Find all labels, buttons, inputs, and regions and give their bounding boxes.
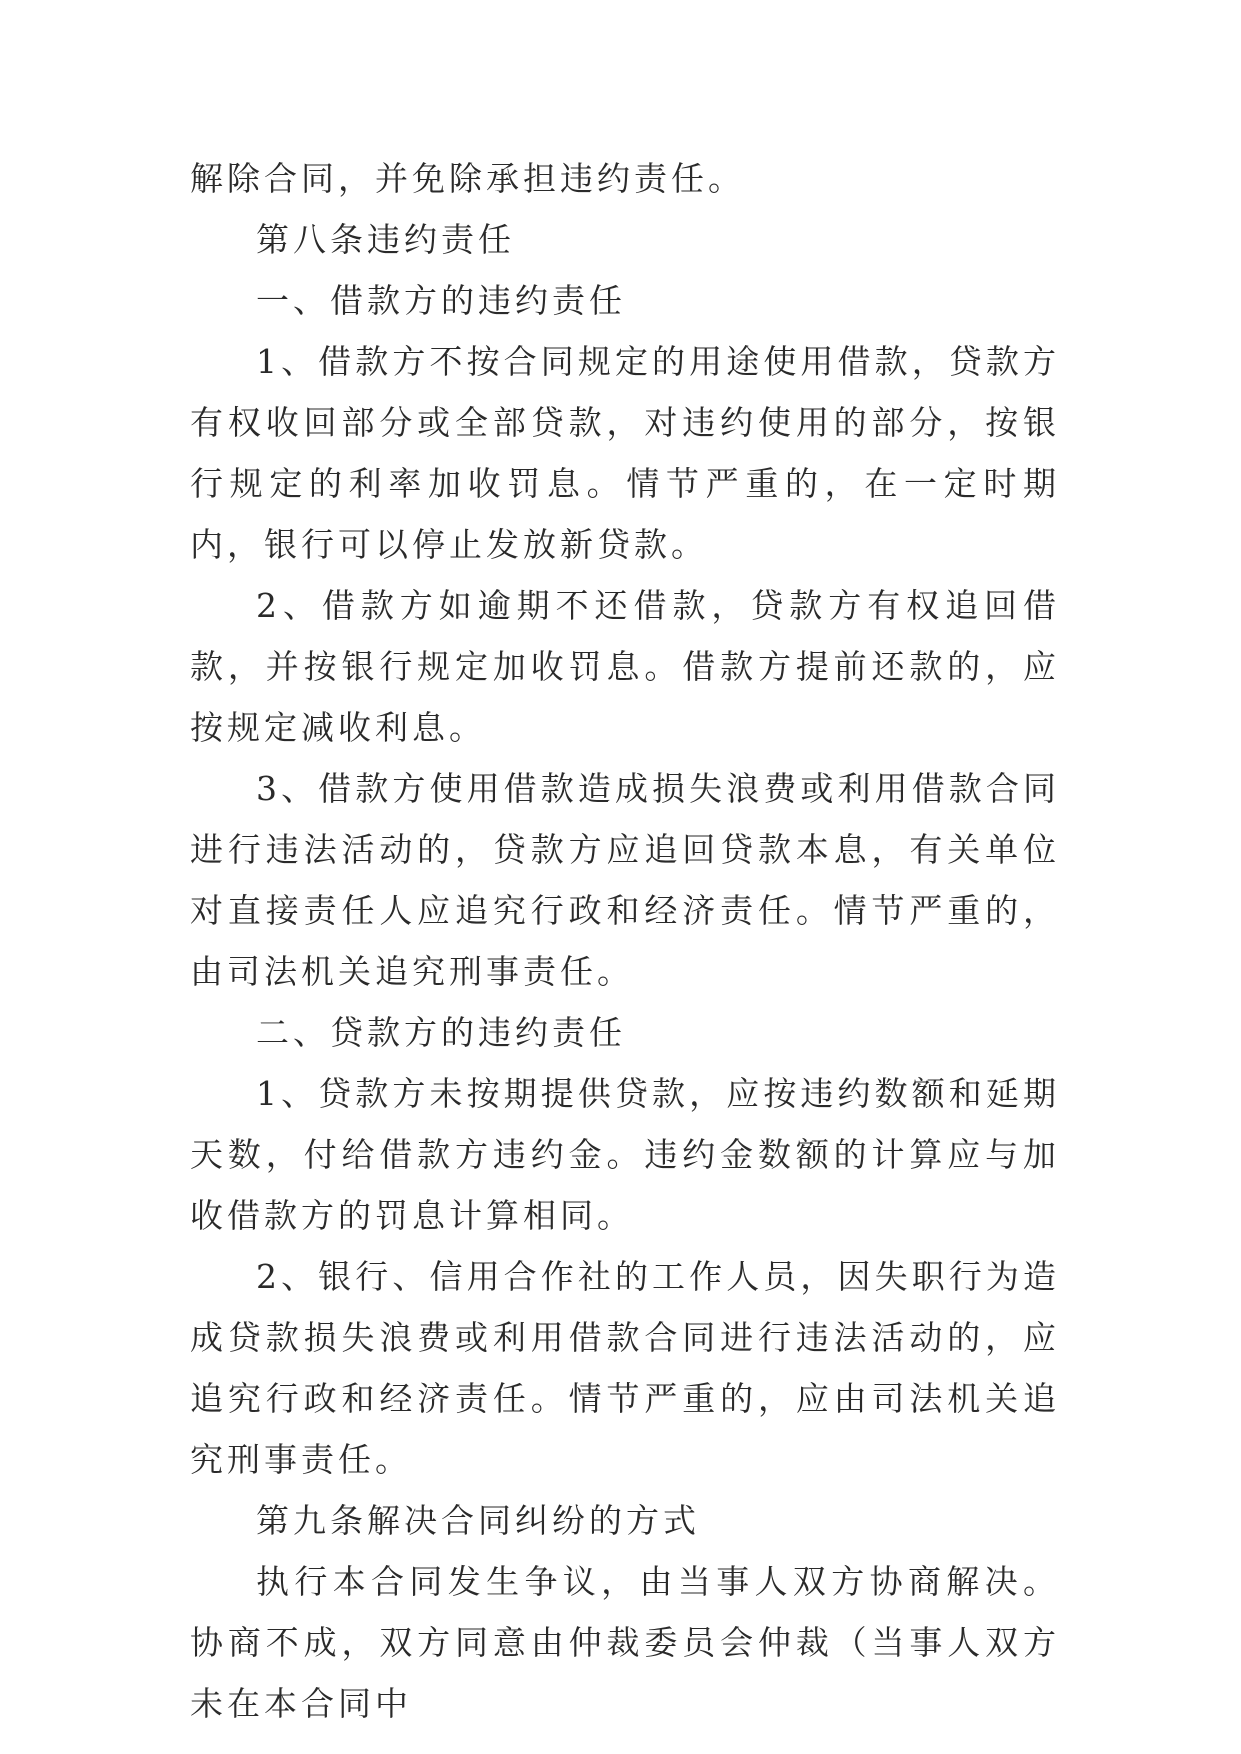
heading-article-9: 第九条解决合同纠纷的方式 [256,1501,700,1540]
heading-borrower-liability: 一、借款方的违约责任 [256,281,626,320]
paragraph-lender-item-1: 1、贷款方未按期提供贷款，应按违约数额和延期天数，付给借款方违约金。违约金数额的计算应与加收借款方的罚息计算相同。 [190,1074,1060,1235]
paragraph-dispute-resolution: 执行本合同发生争议，由当事人双方协商解决。协商不成，双方同意由仲裁委员会仲裁（当事人双方未在本合同中 [190,1562,1060,1723]
paragraph-borrower-item-3: 3、借款方使用借款造成损失浪费或利用借款合同进行违法活动的，贷款方应追回贷款本息，有关单位对直接责任人应追究行政和经济责任。情节严重的，由司法机关追究刑事责任。 [190,769,1060,991]
paragraph-lender-item-2: 2、银行、信用合作社的工作人员，因失职行为造成贷款损失浪费或利用借款合同进行违法活动的，应追究行政和经济责任。情节严重的，应由司法机关追究刑事责任。 [190,1257,1060,1479]
heading-article-8: 第八条违约责任 [256,220,515,259]
document-body [190,148,1060,1734]
paragraph-termination-clause: 解除合同，并免除承担违约责任。 [190,159,745,198]
paragraph-borrower-item-1: 1、借款方不按合同规定的用途使用借款，贷款方有权收回部分或全部贷款，对违约使用的部分，按银行规定的利率加收罚息。情节严重的，在一定时期内，银行可以停止发放新贷款。 [190,342,1060,564]
paragraph-borrower-item-2: 2、借款方如逾期不还借款，贷款方有权追回借款，并按银行规定加收罚息。借款方提前还款的，应按规定减收利息。 [190,586,1060,747]
heading-lender-liability: 二、贷款方的违约责任 [256,1013,626,1052]
